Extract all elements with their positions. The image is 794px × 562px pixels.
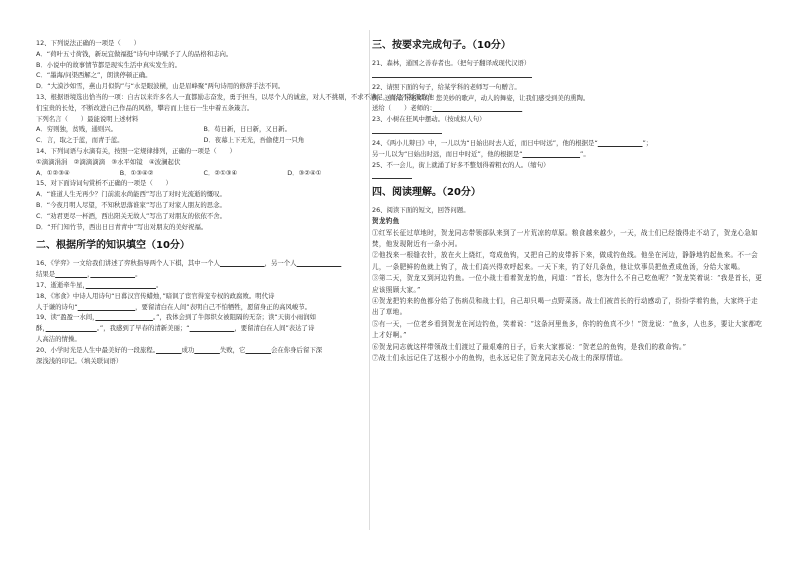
q18-text-a: 人于谦的诗句“: [36, 302, 78, 311]
article-paragraph: ①红军长征过草地时，贺龙同志带领部队来到了一片荒凉的草原。粮食越来越少，一天，战士们已经饿得走不动了，贺龙心急如焚，他发现附近有一条小河。: [372, 228, 759, 248]
q13-stem-2: 们宝贵的长处，不断改进自己作品的风格，攀岩而上往石一生中着五条箴言。: [36, 103, 254, 112]
q24-text-d: ”。: [580, 149, 590, 158]
q24-blank-1[interactable]: [598, 139, 643, 147]
q25-stem: 25、不一会儿，街上就涌了好多不整划得着粗衣的人。（缩句）: [372, 160, 550, 169]
q21-stem: 21、森林，通国之善春者也。（把句子翻译成现代汉语）: [372, 59, 531, 67]
q13-options-row2: [36, 135, 371, 146]
q14-stem: 14、下列词语与水滴有关，按照一定规律排列，正确的一项是（ ）: [36, 146, 236, 155]
q19-text-d: 。”，我感到了早春的清新美丽；“: [96, 324, 190, 333]
q17-text: 17、逝逝牵牛星，: [36, 280, 86, 289]
section-2-title: 二、根据所学的知识填空（10分）: [36, 240, 190, 252]
q15-option-b: B．“今夜月明人尽望，不知秋思落谁家”写出了对家人朋友的思念。: [36, 200, 226, 209]
q15-option-c: C．“劝君更尽一杯酒，西出阳关无故人”写出了对朋友的依依不舍。: [36, 211, 227, 220]
q18-line-1: 18、《寒食》中诗人用诗句“日暮汉宫传蜡烛，”暗讽了宦官得宠专权的政腐败。明代诗: [36, 291, 275, 300]
q20-text-c: 失败，它: [219, 345, 246, 354]
q16-line-1: [36, 258, 371, 269]
q26-stem: 26、阅读下面的短文，回答问题。: [372, 206, 470, 215]
q14-option-c: C．②①③④: [203, 168, 238, 177]
q20-text-a: 20、小学时光是人生中最美好的一段旅程。: [36, 345, 156, 354]
q15-option-d: D．“开门知竹节，西出日日青青中”写出对朋友的美好祝福。: [36, 222, 208, 231]
article-paragraph: ⑥贺龙同志就这样带领战士们渡过了最艰难的日子，后来大家都说：“贺老总的鱼钩，是我们的救命钩。”: [372, 342, 687, 351]
q19-text-a: 19、读“盈盈一水间，: [36, 313, 96, 322]
q19-line-1: [36, 312, 371, 323]
q19-blank-1[interactable]: [95, 313, 153, 321]
q12-option-a: A．“荷叶五寸荷钱，新玩宜做福挺”诗句中诗赋予了人的品格和志向。: [36, 49, 233, 58]
q19-blank-2[interactable]: [46, 324, 97, 332]
q22-blank[interactable]: [433, 104, 522, 112]
q13-option-c: C．言，取之于蓝，而青于蓝。: [36, 136, 124, 145]
q14-option-d: D．③②④①: [287, 168, 322, 177]
q16-line-2: 结果是 ， 。: [36, 270, 142, 279]
section-3-title: 三、按要求完成句子。（10分）: [372, 40, 511, 51]
q22-fill: [372, 103, 764, 114]
q14-option-b: B．①③④②: [119, 168, 154, 177]
q19-text-b: 。”，我体会到了牛郎织女被阻隔的无奈；读“天街小雨润如: [152, 313, 317, 322]
q23-answer-line[interactable]: [372, 133, 442, 134]
q21-answer-line[interactable]: [372, 77, 532, 78]
q20-blank-3[interactable]: [245, 346, 271, 354]
q20-blank-1[interactable]: [156, 346, 182, 354]
q12-stem: 12、下列说法正确的一项是（ ）: [36, 39, 140, 47]
q13-options-row1: [36, 124, 371, 135]
q20-line-1: [36, 345, 371, 356]
q25-answer-line[interactable]: [372, 178, 412, 179]
q16-text-b: ，另一个人: [264, 259, 297, 268]
q18-blank[interactable]: [78, 303, 136, 311]
q19-blank-3[interactable]: [190, 324, 235, 332]
q18-line-2: [36, 302, 371, 313]
q24-blank-2[interactable]: [523, 150, 581, 158]
q20-text-b: 成功: [181, 345, 195, 354]
q17-line: [36, 280, 371, 291]
article-paragraph: ⑤有一天，一位老乡看到贺龙在河边钓鱼，笑着说：“这条河里鱼多，你钓的鱼真不少！”贺龙说：“鱼多，人也多，要让大家都吃上才好啊。”: [372, 319, 763, 340]
article-paragraph: ⑦战士们永远记住了这根小小的鱼钩，也永远记住了贺龙同志关心战士的深厚情谊。: [372, 354, 628, 363]
q12-option-b: B．小说中的故事情节都是现实生活中真实发生的。: [36, 60, 181, 69]
q22-stem: 22、请照下面的句子，给某学科的老师写一句赠言。: [372, 82, 521, 91]
q20-blank-2[interactable]: [194, 346, 220, 354]
q16-blank-2[interactable]: [297, 259, 342, 267]
article-paragraph: ②他找来一根缝衣针，放在火上烧红，弯成鱼钩，又把自己的皮带拆下来，做成钓鱼线。他坐在河边，静静地钓起鱼来。不一会儿，一条肥鲜的鱼就上钩了，战士们高兴得欢呼起来。一天下来，钓了好几条鱼，他让炊事员把鱼煮成鱼汤，分给大家喝。: [372, 251, 759, 271]
q22-fill-text: 送给（ ）老师的：: [372, 104, 433, 113]
q19-text-c: 酥，: [36, 324, 46, 333]
q20-text-d: 会在你身后留下深: [271, 345, 323, 354]
q19-line-2: [36, 323, 371, 334]
section-4-title: 四、阅读理解。（20分）: [372, 187, 481, 199]
q13-sub: 下列名言（ ）最能说明上述材料: [36, 114, 139, 123]
q19-line-3: 人高洁的情操。: [36, 334, 81, 343]
q15-stem: 15、对下面诗词句赏析不正确的一项是（ ）: [36, 179, 172, 188]
q14-items: ①滴滴涓涓 ②滴滴滴滴 ③水平如镜 ④波澜起伏: [36, 157, 181, 166]
q22-example: 例：送给音乐老师的：您美妙的歌声，动人的舞姿，让我们感受到美的熏陶。: [372, 93, 590, 102]
q13-option-a: A．穷则独，贫贱，通则兴。: [36, 125, 118, 134]
q12-option-c: C．“墨海/问渠西解之”，朗读停顿正确。: [36, 71, 152, 80]
q23-stem: 23、小树在狂风中摆动。（按成拟人句）: [372, 115, 486, 124]
article-paragraph: ③第二天，贺龙又到河边钓鱼。一位小战士看着贺龙钓鱼，问道：“首长，您为什么不自己吃鱼呢？”贺龙笑着说：“我是首长，更应该照顾大家。”: [372, 274, 763, 294]
q12-option-d: D．“大漠沙如雪，燕山月似钩”与“水是眼波横，山是眉峰聚”两句诗用的修辞手法不同。: [36, 82, 285, 91]
q15-option-a: A．“谁道人生无再少？门前流水尚能西”写出了对时光流逝的慨叹。: [36, 190, 226, 199]
q24-text-b: ”；: [642, 138, 653, 147]
right-column: [372, 38, 764, 364]
q16-blank-1[interactable]: [220, 259, 265, 267]
q16-text-d: 。: [135, 270, 142, 279]
q13-stem-1: 13、根据语境选出恰当的一项：自古以来许多名人一直都励志奋发，勇于担当，以尽个人的诚意，对人不挑剔，不求不满足，而是不断汲取他: [36, 92, 434, 101]
q16-blank-4[interactable]: [90, 270, 135, 278]
q16-blank-3[interactable]: [55, 270, 87, 278]
q14-options: [36, 168, 371, 179]
q16-text-c: 结果是: [36, 270, 56, 279]
q24-line-2: [372, 149, 764, 160]
q14-option-a: A．①②③④: [36, 168, 70, 177]
q24-text-a: 24、《两小儿辩日》中，一儿以为“日始出时去人近，而日中时远”，他的根据是“: [372, 138, 598, 147]
q19-text-e: ，要留清白在人间”表达了诗: [234, 324, 315, 333]
q17-blank[interactable]: [86, 281, 156, 289]
q20-line-2: 深浅浅的印记。（填关联词语）: [36, 356, 123, 365]
q18-text-b: ，要留清白在人间”表明自己不怕牺牲，愿留身正的高风峻节。: [135, 302, 312, 311]
q13-option-b: B．苟日新，日日新，又日新。: [203, 125, 291, 134]
q16-text-a: 16、《学弈》一文给我们讲述了弈秋指导两个人下棋，其中一个人: [36, 259, 220, 268]
q13-option-d: D．夜幕上下无光，吾偷使月一只角: [203, 136, 305, 145]
q24-line-1: [372, 138, 764, 149]
article-title: 贺龙钓鱼: [372, 217, 400, 226]
article-paragraph: ④贺龙把钓来的鱼都分给了伤病员和战士们，自己却只喝一点野菜汤。战士们被首长的行动感动了，纷纷学着钓鱼，大家终于走出了草地。: [372, 297, 759, 317]
q17-end: 。: [155, 280, 163, 289]
q24-text-c: 另一儿以为“日始出时远，而日中时近”，他的根据是“: [372, 149, 523, 158]
